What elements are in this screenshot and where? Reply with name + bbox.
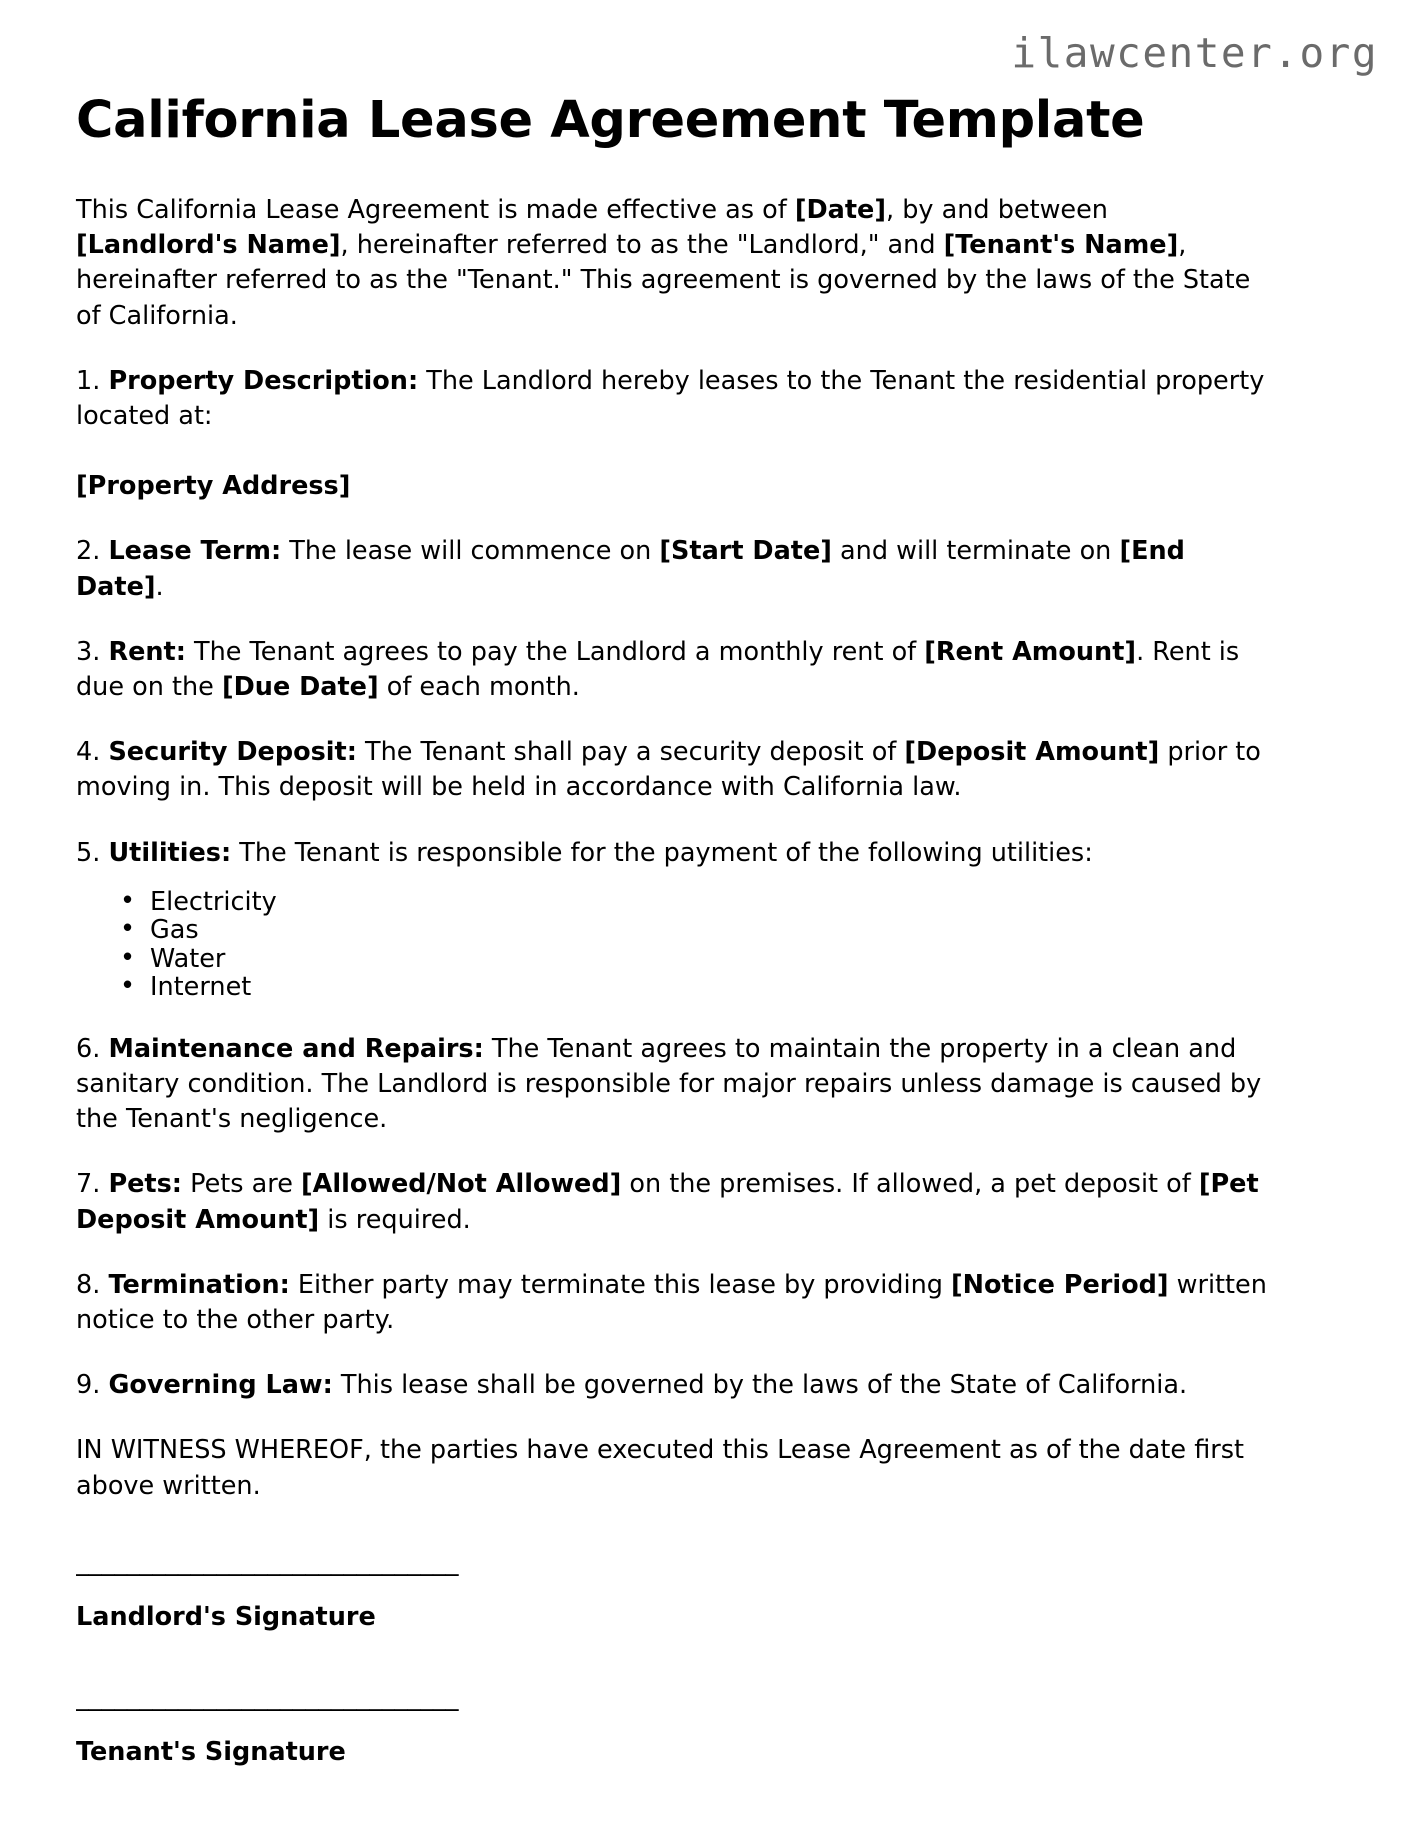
section-1-number: 1. xyxy=(76,365,109,396)
section-4-text-1: The Tenant shall pay a security deposit of xyxy=(356,737,905,768)
landlord-signature-block xyxy=(76,1504,1338,1633)
section-7-text-2: on the premises. If allowed, a pet deposit of xyxy=(621,1169,1199,1200)
witness-paragraph: IN WITNESS WHEREOF, the parties have executed this Lease Agreement as of the date first above written. xyxy=(76,1435,1245,1501)
section-4-text-2: prior to moving in. This deposit will be held in accordance with California law. xyxy=(76,737,1261,803)
section-7-text-3: is required. xyxy=(319,1204,471,1235)
tenant-signature-line[interactable]: ______________________________ xyxy=(76,1685,459,1713)
section-5-number: 5. xyxy=(76,837,109,868)
page-title: California Lease Agreement Template xyxy=(76,91,1145,150)
section-1-heading: Property Description: xyxy=(108,365,419,396)
section-3-text-2: . Rent is due on the xyxy=(76,636,1240,702)
section-6-number: 6. xyxy=(76,1033,109,1064)
list-item: • Electricity xyxy=(112,888,1338,917)
section-5-heading: Utilities: xyxy=(108,837,232,868)
section-5-body: The Tenant is responsible for the payment of the following utilities: xyxy=(231,837,1093,868)
landlord-signature-line[interactable]: ______________________________ xyxy=(76,1549,459,1577)
section-4-heading: Security Deposit: xyxy=(108,737,357,768)
tenant-signature-block xyxy=(76,1632,1338,1768)
list-item: • Water xyxy=(112,945,1338,974)
tenant-signature-label: Tenant's Signature xyxy=(76,1737,346,1768)
section-6-maintenance-and-repairs xyxy=(76,1002,1276,1138)
section-5-utilities xyxy=(76,806,1276,871)
section-8-text-2: written notice to the other party. xyxy=(76,1269,1267,1336)
section-3-heading: Rent: xyxy=(108,636,186,667)
placeholder-rent-amount: [Rent Amount] xyxy=(924,636,1137,667)
placeholder-deposit-amount: [Deposit Amount] xyxy=(904,737,1160,768)
intro-text-2: , by and between xyxy=(886,195,1108,226)
section-2-text-1: The lease will commence on xyxy=(281,536,660,567)
intro-text-3: , hereinafter referred to as the "Landlord," and xyxy=(340,230,944,261)
section-7-number: 7. xyxy=(76,1169,109,1200)
placeholder-date: [Date] xyxy=(794,195,887,226)
section-3-number: 3. xyxy=(76,636,109,667)
section-7-pets xyxy=(76,1137,1276,1237)
section-9-heading: Governing Law: xyxy=(108,1370,333,1401)
site-watermark: ilawcenter.org xyxy=(1011,29,1378,77)
section-4-security-deposit xyxy=(76,705,1276,805)
intro-paragraph xyxy=(76,149,1276,334)
section-6-body: The Tenant agrees to maintain the property in a clean and sanitary condition. The Landlord is responsible for major repairs unless damage is caused by the Tenant's negligence. xyxy=(76,1033,1262,1135)
section-2-text-2: and will terminate on xyxy=(831,536,1120,567)
section-7-text-1: Pets are xyxy=(182,1169,301,1200)
placeholder-pet-deposit-amount: [Pet Deposit Amount] xyxy=(76,1169,1259,1235)
section-9-governing-law xyxy=(76,1338,1276,1403)
section-8-number: 8. xyxy=(76,1269,109,1300)
placeholder-tenant-name: [Tenant's Name] xyxy=(943,230,1179,261)
section-8-termination xyxy=(76,1238,1276,1338)
document-body xyxy=(76,0,1338,1768)
list-item: • Internet xyxy=(112,973,1338,1002)
placeholder-end-date: [End Date] xyxy=(76,536,1185,602)
utilities-list xyxy=(76,871,1338,1002)
section-7-heading: Pets: xyxy=(108,1169,182,1200)
placeholder-due-date: [Due Date] xyxy=(221,671,379,702)
section-2-lease-term xyxy=(76,504,1276,604)
section-8-heading: Termination: xyxy=(108,1269,290,1300)
placeholder-landlord-name: [Landlord's Name] xyxy=(76,230,341,261)
section-1-property-description xyxy=(76,334,1276,434)
placeholder-start-date: [Start Date] xyxy=(659,536,832,567)
property-address-placeholder: [Property Address] xyxy=(76,471,351,502)
section-9-number: 9. xyxy=(76,1370,109,1401)
section-1-body: The Landlord hereby leases to the Tenant the residential property located at: xyxy=(76,365,1265,432)
section-3-text-1: The Tenant agrees to pay the Landlord a monthly rent of xyxy=(185,636,925,667)
list-item: • Gas xyxy=(112,916,1338,945)
section-3-rent xyxy=(76,605,1276,705)
section-9-body: This lease shall be governed by the laws of the State of California. xyxy=(332,1370,1188,1401)
placeholder-pets-allowed: [Allowed/Not Allowed] xyxy=(301,1169,622,1200)
placeholder-notice-period: [Notice Period] xyxy=(951,1269,1169,1300)
landlord-signature-label: Landlord's Signature xyxy=(76,1601,376,1632)
section-6-heading: Maintenance and Repairs: xyxy=(108,1033,484,1064)
intro-text-4: , hereinafter referred to as the "Tenant." This agreement is governed by the laws of the State of California. xyxy=(76,230,1251,331)
section-2-number: 2. xyxy=(76,536,109,567)
section-4-number: 4. xyxy=(76,737,109,768)
section-2-text-3: . xyxy=(155,571,164,602)
section-8-text-1: Either party may terminate this lease by providing xyxy=(289,1269,952,1300)
intro-text-1: This California Lease Agreement is made effective as of xyxy=(76,195,795,226)
section-2-heading: Lease Term: xyxy=(108,536,282,567)
section-3-text-3: of each month. xyxy=(378,671,580,702)
